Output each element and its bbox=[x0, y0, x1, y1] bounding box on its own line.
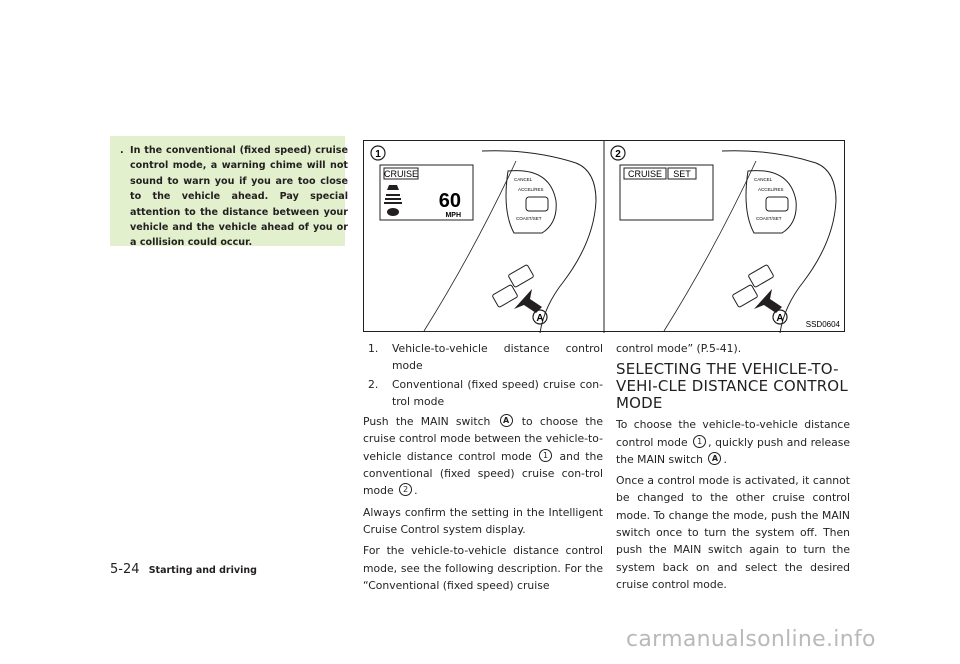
section-heading: SELECTING THE VEHICLE-TO-VEHI-CLE DISTANCE CONTROL MODE bbox=[616, 360, 848, 413]
coast-switch-label: COAST/SET bbox=[516, 216, 542, 221]
paragraph: To choose the vehicle-to-vehicle distance control mode 1 , quickly push and release the MAIN switch A . bbox=[616, 418, 850, 466]
panel-2 bbox=[611, 146, 841, 333]
cruise-indicator-label-2: CRUISE bbox=[627, 169, 663, 179]
main-switch-2 bbox=[732, 284, 758, 307]
watermark: carmanualsonline.info bbox=[626, 627, 876, 652]
figure-illustration bbox=[364, 141, 846, 333]
figure-code: SSD0604 bbox=[805, 320, 840, 329]
page-footer bbox=[110, 562, 257, 577]
coast-switch-label-2: COAST/SET bbox=[756, 216, 782, 221]
list-item-number: 1. bbox=[368, 342, 379, 355]
list-item-text: Vehicle-to-vehicle distance control mode bbox=[392, 342, 603, 373]
warning-note-text-block bbox=[120, 143, 348, 251]
callout-1-marker: 1 bbox=[693, 435, 706, 448]
list-item bbox=[363, 376, 603, 411]
warning-note bbox=[110, 136, 348, 249]
accel-switch-label: ACCEL/RES bbox=[518, 187, 544, 192]
cancel-switch-label-2: CANCEL bbox=[754, 177, 773, 182]
paragraph: Always confirm the setting in the Intelligent Cruise Control system display. bbox=[363, 505, 603, 536]
list-item bbox=[363, 340, 603, 375]
paragraph: control mode” (P.5-41). bbox=[616, 342, 742, 355]
speed-readout: 60 bbox=[438, 190, 461, 212]
panel-1-marker: 1 bbox=[375, 149, 381, 160]
set-indicator-label: SET bbox=[673, 169, 691, 179]
bullet: . bbox=[120, 145, 124, 156]
cruise-indicator-label: CRUISE bbox=[383, 169, 419, 179]
callout-a-2: A bbox=[776, 313, 784, 324]
paragraph: Push the MAIN switch A to choose the cruise control mode between the vehicle-to-vehicle distance control mode 1 and the conventional (fixed speed) cruise con-trol mode 2 . bbox=[363, 415, 603, 498]
cruise-control-figure bbox=[363, 140, 845, 332]
callout-a-marker: A bbox=[708, 452, 721, 465]
own-vehicle-icon bbox=[387, 208, 399, 216]
callout-2-marker: 2 bbox=[399, 483, 412, 496]
right-column bbox=[616, 340, 850, 597]
arrow-icon bbox=[514, 289, 542, 313]
cruise-rocker-switch bbox=[526, 197, 548, 211]
cruise-rocker-switch-2 bbox=[766, 197, 788, 211]
main-switch bbox=[492, 284, 518, 307]
callout-a: A bbox=[536, 313, 544, 324]
callout-1-marker: 1 bbox=[539, 449, 552, 462]
speed-unit: MPH bbox=[445, 212, 461, 219]
panel-1 bbox=[371, 146, 596, 333]
distance-switch bbox=[508, 264, 534, 287]
warning-note-text: In the conventional (fixed speed) cruise control mode, a warning chime will not sound to warn you if you are too close to the vehicle ahead. Pay special attention to the distance between your vehicle and the vehicle ahead of you or a collision could occur. bbox=[130, 145, 348, 249]
paragraph: For the vehicle-to-vehicle distance control mode, see the following description. For the “Conventional (fixed speed) cruise bbox=[363, 544, 603, 592]
vehicle-ahead-icon bbox=[387, 185, 399, 190]
accel-switch-label-2: ACCEL/RES bbox=[758, 187, 784, 192]
callout-a-marker: A bbox=[500, 414, 513, 427]
paragraph: Once a control mode is activated, it cannot be changed to the other cruise control mode. To change the mode, push the MAIN switch once to turn the system off. Then push the MAIN switch again to turn the system back on and select the desired cruise control mode. bbox=[616, 474, 850, 591]
list-item-text: Conventional (fixed speed) cruise con-trol mode bbox=[392, 377, 603, 408]
panel-2-marker: 2 bbox=[615, 149, 621, 160]
cancel-switch-label: CANCEL bbox=[514, 177, 533, 182]
arrow-icon-2 bbox=[754, 289, 782, 313]
page-number: 5-24 bbox=[110, 562, 140, 577]
distance-switch-2 bbox=[748, 264, 774, 287]
section-name: Starting and driving bbox=[148, 565, 257, 576]
list-item-number: 2. bbox=[368, 377, 379, 391]
left-column bbox=[363, 340, 603, 598]
